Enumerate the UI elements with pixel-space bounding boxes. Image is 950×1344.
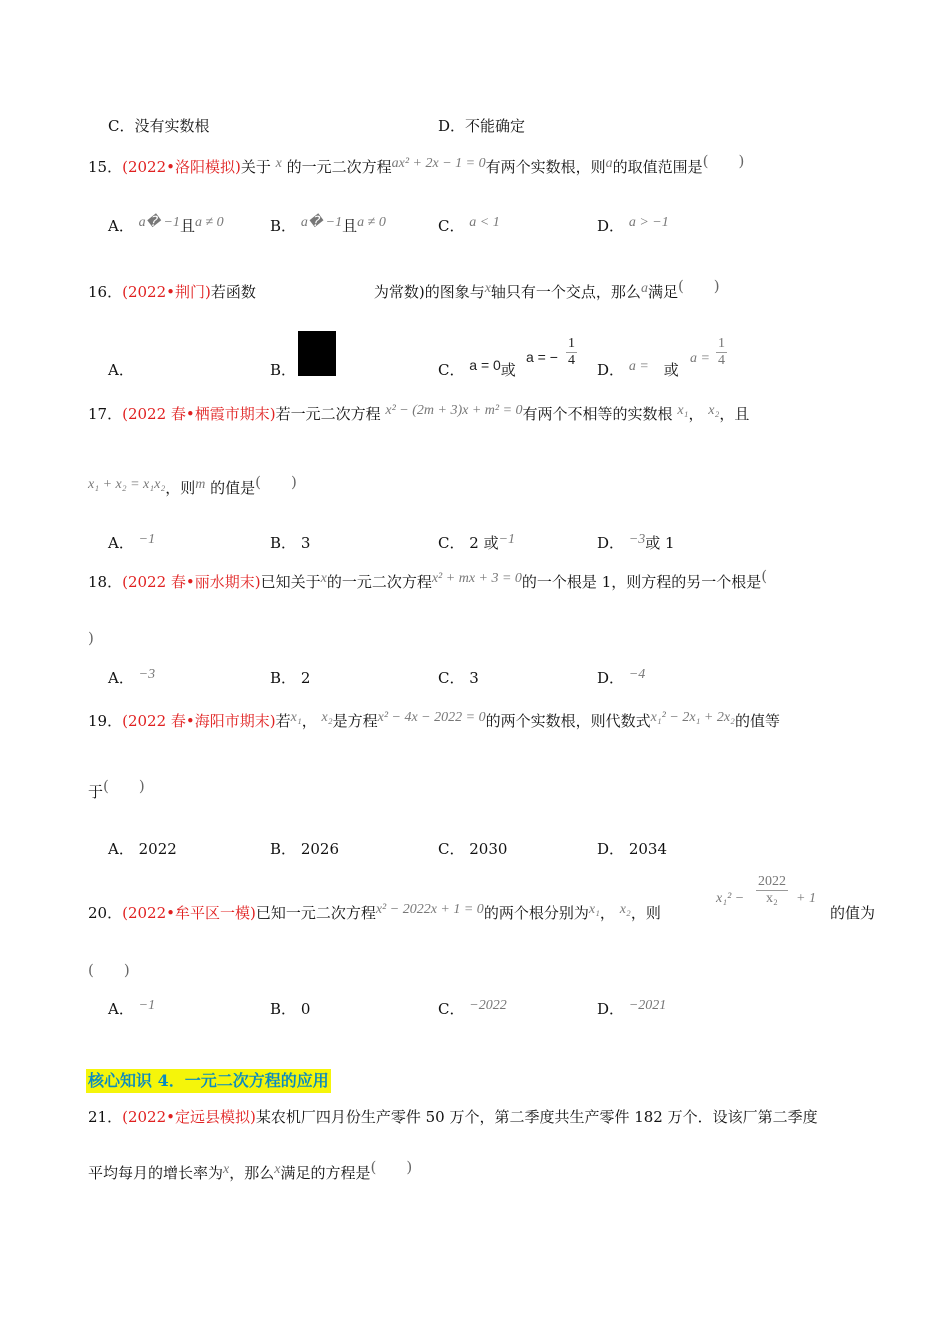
q15-option-a (108, 216, 224, 238)
text: 1 (568, 336, 575, 351)
q16-option-d (597, 360, 679, 382)
text: 为常数)的图象与 (373, 283, 485, 301)
q16-d-eq (690, 352, 710, 374)
text: C． (438, 217, 465, 235)
text: x₁ + x₂ = x₁x₂ (88, 477, 166, 492)
text: B． (270, 840, 297, 858)
text: 于 (88, 783, 104, 801)
text: ，那么 (229, 1164, 275, 1182)
text: 的值等 (734, 712, 780, 730)
q18-option-c (438, 668, 479, 688)
text: 平均每月的增长率为 (88, 1164, 224, 1182)
math: a (605, 156, 613, 171)
text: ，则 (165, 479, 196, 497)
q16-c-eq (526, 349, 558, 372)
q15-option-d (597, 216, 669, 238)
text: 的取值范围是 (612, 158, 703, 176)
text: 已知一元二次方程 (255, 904, 376, 922)
text: a� −1 (300, 215, 343, 230)
text: −2022 (469, 998, 507, 1013)
text: −3 (138, 667, 156, 682)
text: −1 (138, 998, 156, 1013)
text: 18． (88, 573, 123, 591)
text: 轴只有一个交点，那么 (490, 283, 641, 301)
text: ，且 (719, 405, 750, 423)
text: C． (438, 669, 465, 687)
text: x₁ (290, 710, 302, 725)
text: ，则 (630, 904, 661, 922)
text: 3 (300, 534, 311, 552)
q18-option-b (270, 668, 310, 688)
q20-fraction (756, 874, 788, 907)
text: 2030 (469, 840, 508, 858)
text: 满足的方程是 (280, 1164, 371, 1182)
text: a = (628, 359, 649, 374)
text: 3 (469, 669, 479, 687)
text: A． (108, 840, 134, 858)
q15-option-c (438, 216, 500, 238)
text: 的值是 (210, 479, 256, 497)
text: A． (108, 534, 134, 552)
text: x₁² − 2x₁ + 2x₂ (650, 710, 735, 725)
text: 若函数 (210, 283, 256, 301)
q19-option-a (108, 839, 177, 859)
q17-option-c (438, 533, 515, 555)
text: −1 (498, 532, 516, 547)
text: D． (597, 534, 625, 552)
q14-option-c: C．没有实数根 (108, 117, 210, 135)
text: C． (438, 1000, 465, 1018)
text: 关于 (240, 158, 271, 176)
text: 0 (300, 1000, 311, 1018)
text: −3 (628, 532, 646, 547)
text: a ≠ 0 (194, 215, 224, 230)
q16-option-c (438, 357, 516, 380)
q20-expr-pre (716, 892, 744, 914)
text: 17． (88, 405, 123, 423)
q21-stem (88, 1107, 818, 1127)
q17-option-b (270, 533, 310, 553)
text: 4 (718, 353, 725, 368)
text: 或 (663, 361, 679, 379)
q-source: (2022•牟平区一模) (122, 904, 256, 922)
q20-option-b (270, 999, 310, 1019)
q20-expr-post (796, 892, 816, 914)
answer-paren: ) (88, 629, 94, 647)
text: a > −1 (628, 215, 669, 230)
text: x (223, 1162, 230, 1177)
q17-stem-cont (88, 473, 297, 500)
q18-option-a (108, 668, 155, 690)
text: x₂ (619, 902, 631, 917)
q18-stem (88, 567, 768, 594)
text: a ≠ 0 (357, 215, 386, 230)
text: a < 1 (469, 215, 500, 230)
text: ， (301, 712, 317, 730)
text: 的一元二次方程 (326, 573, 432, 591)
text: 是方程 (332, 712, 378, 730)
text: A． (108, 1000, 134, 1018)
section-heading: 核心知识 4．一元二次方程的应用 (86, 1069, 331, 1093)
text: −1 (138, 532, 156, 547)
text: x² + mx + 3 = 0 (431, 571, 522, 586)
text: A． (108, 217, 134, 235)
q20-stem-end: 的值为 (830, 904, 876, 922)
text: 1 (718, 336, 725, 351)
q14-option-d: D．不能确定 (438, 117, 526, 135)
math: a = − (526, 349, 558, 365)
text: 已知关于 (260, 573, 321, 591)
text: ( (761, 567, 768, 585)
text: 或 1 (645, 534, 675, 552)
q18-option-d (597, 668, 645, 690)
text: x² − (2m + 3)x + m² = 0 (385, 403, 523, 418)
q19-option-c (438, 839, 507, 859)
text: 19． (88, 712, 123, 730)
text: 的一元二次方程 (286, 158, 392, 176)
q16-d-fraction (716, 336, 727, 369)
q-number: 15． (88, 158, 123, 176)
text: ， (688, 405, 704, 423)
text: x (274, 1162, 281, 1177)
text: 2034 (628, 840, 667, 858)
q19-stem-cont (88, 777, 145, 802)
q18-paren-close (88, 629, 94, 654)
text: 的两个根分别为 (483, 904, 589, 922)
text: 2022 (138, 840, 177, 858)
q15-stem (88, 152, 745, 179)
text: a (640, 281, 648, 296)
q16-c-fraction (566, 336, 577, 369)
text: B． (270, 217, 297, 235)
text: A． (108, 669, 134, 687)
q-source: (2022 春•丽水期末) (122, 573, 261, 591)
text: −4 (628, 667, 646, 682)
q17-option-a (108, 533, 155, 555)
q17-stem (88, 404, 749, 426)
text: 4 (568, 353, 575, 368)
q20-paren (88, 961, 130, 986)
q20-option-a (108, 999, 155, 1021)
q17-option-d (597, 533, 675, 555)
text: ( ) (103, 777, 145, 795)
q21-stem-cont (88, 1158, 413, 1185)
text: D． (597, 361, 625, 379)
text: 或 (500, 361, 516, 379)
text: ， (599, 904, 615, 922)
math: x₁² − (716, 891, 745, 906)
text: x₂ (321, 710, 333, 725)
text: m (195, 477, 206, 492)
text: B． (270, 1000, 297, 1018)
text: x₂ (766, 891, 778, 906)
text: ( ) (677, 277, 720, 295)
text: 21． (88, 1108, 123, 1126)
text: 有两个实数根，则 (485, 158, 606, 176)
text: ( ) (255, 473, 297, 491)
text: 某农机厂四月份生产零件 50 万个，第二季度共生产零件 182 万个．设该厂第二季度 (255, 1108, 818, 1126)
text: ( ) (370, 1158, 413, 1176)
text: 的一个根是 1，则方程的另一个根是 (521, 573, 762, 591)
q-source: (2022 春•海阳市期末) (122, 712, 276, 730)
math: x (275, 156, 282, 171)
q19-option-b (270, 839, 339, 859)
math: + 1 (796, 891, 816, 906)
answer-paren: ( ) (702, 152, 745, 170)
text: C． (438, 840, 465, 858)
q16-option-b-image (298, 331, 336, 376)
answer-paren: ( ) (88, 961, 130, 979)
text: D． (597, 840, 625, 858)
text: x (484, 281, 491, 296)
text: 有两个不相等的实数根 (522, 405, 673, 423)
text: C． (438, 534, 465, 552)
text: x₂ (708, 403, 720, 418)
text: 若一元二次方程 (275, 405, 381, 423)
q16-stem (88, 277, 720, 304)
q-source: (2022•荆门) (122, 283, 211, 301)
text: 20． (88, 904, 123, 922)
q-source: (2022 春•栖霞市期末) (122, 405, 276, 423)
q-source: (2022•洛阳模拟) (122, 158, 241, 176)
text: 且 (179, 217, 195, 235)
text: x² − 2022x + 1 = 0 (375, 902, 484, 917)
q15-option-b (270, 216, 386, 238)
text: x² − 4x − 2022 = 0 (377, 710, 486, 725)
text: B． (270, 669, 297, 687)
text: 2026 (300, 840, 339, 858)
text: a = 0 (469, 357, 501, 373)
text: 的两个实数根，则代数式 (485, 712, 651, 730)
text: B． (270, 534, 297, 552)
q20-option-d (597, 999, 666, 1021)
q20-option-c (438, 999, 507, 1021)
text: −2021 (628, 998, 667, 1013)
text: D． (597, 217, 625, 235)
math: ax² + 2x − 1 = 0 (391, 156, 486, 171)
q19-stem (88, 711, 780, 733)
text: x (320, 571, 327, 586)
text: 满足 (647, 283, 678, 301)
text: 若 (275, 712, 291, 730)
text: 2 (300, 669, 311, 687)
text: 16． (88, 283, 123, 301)
text: 2022 (758, 874, 786, 889)
text: x₁ (677, 403, 689, 418)
q20-stem (88, 903, 661, 925)
text: 2 或 (469, 534, 499, 552)
text: C． (438, 361, 465, 379)
text: 且 (342, 217, 358, 235)
q16-option-a: A． (108, 361, 134, 379)
q16-option-b: B． (270, 361, 297, 379)
text: D． (597, 1000, 625, 1018)
q19-option-d (597, 839, 667, 859)
text: a� −1 (138, 215, 180, 230)
text: x₁ (588, 902, 600, 917)
text: D． (597, 669, 625, 687)
q-source: (2022•定远县模拟) (122, 1108, 256, 1126)
math: a = (690, 351, 710, 366)
